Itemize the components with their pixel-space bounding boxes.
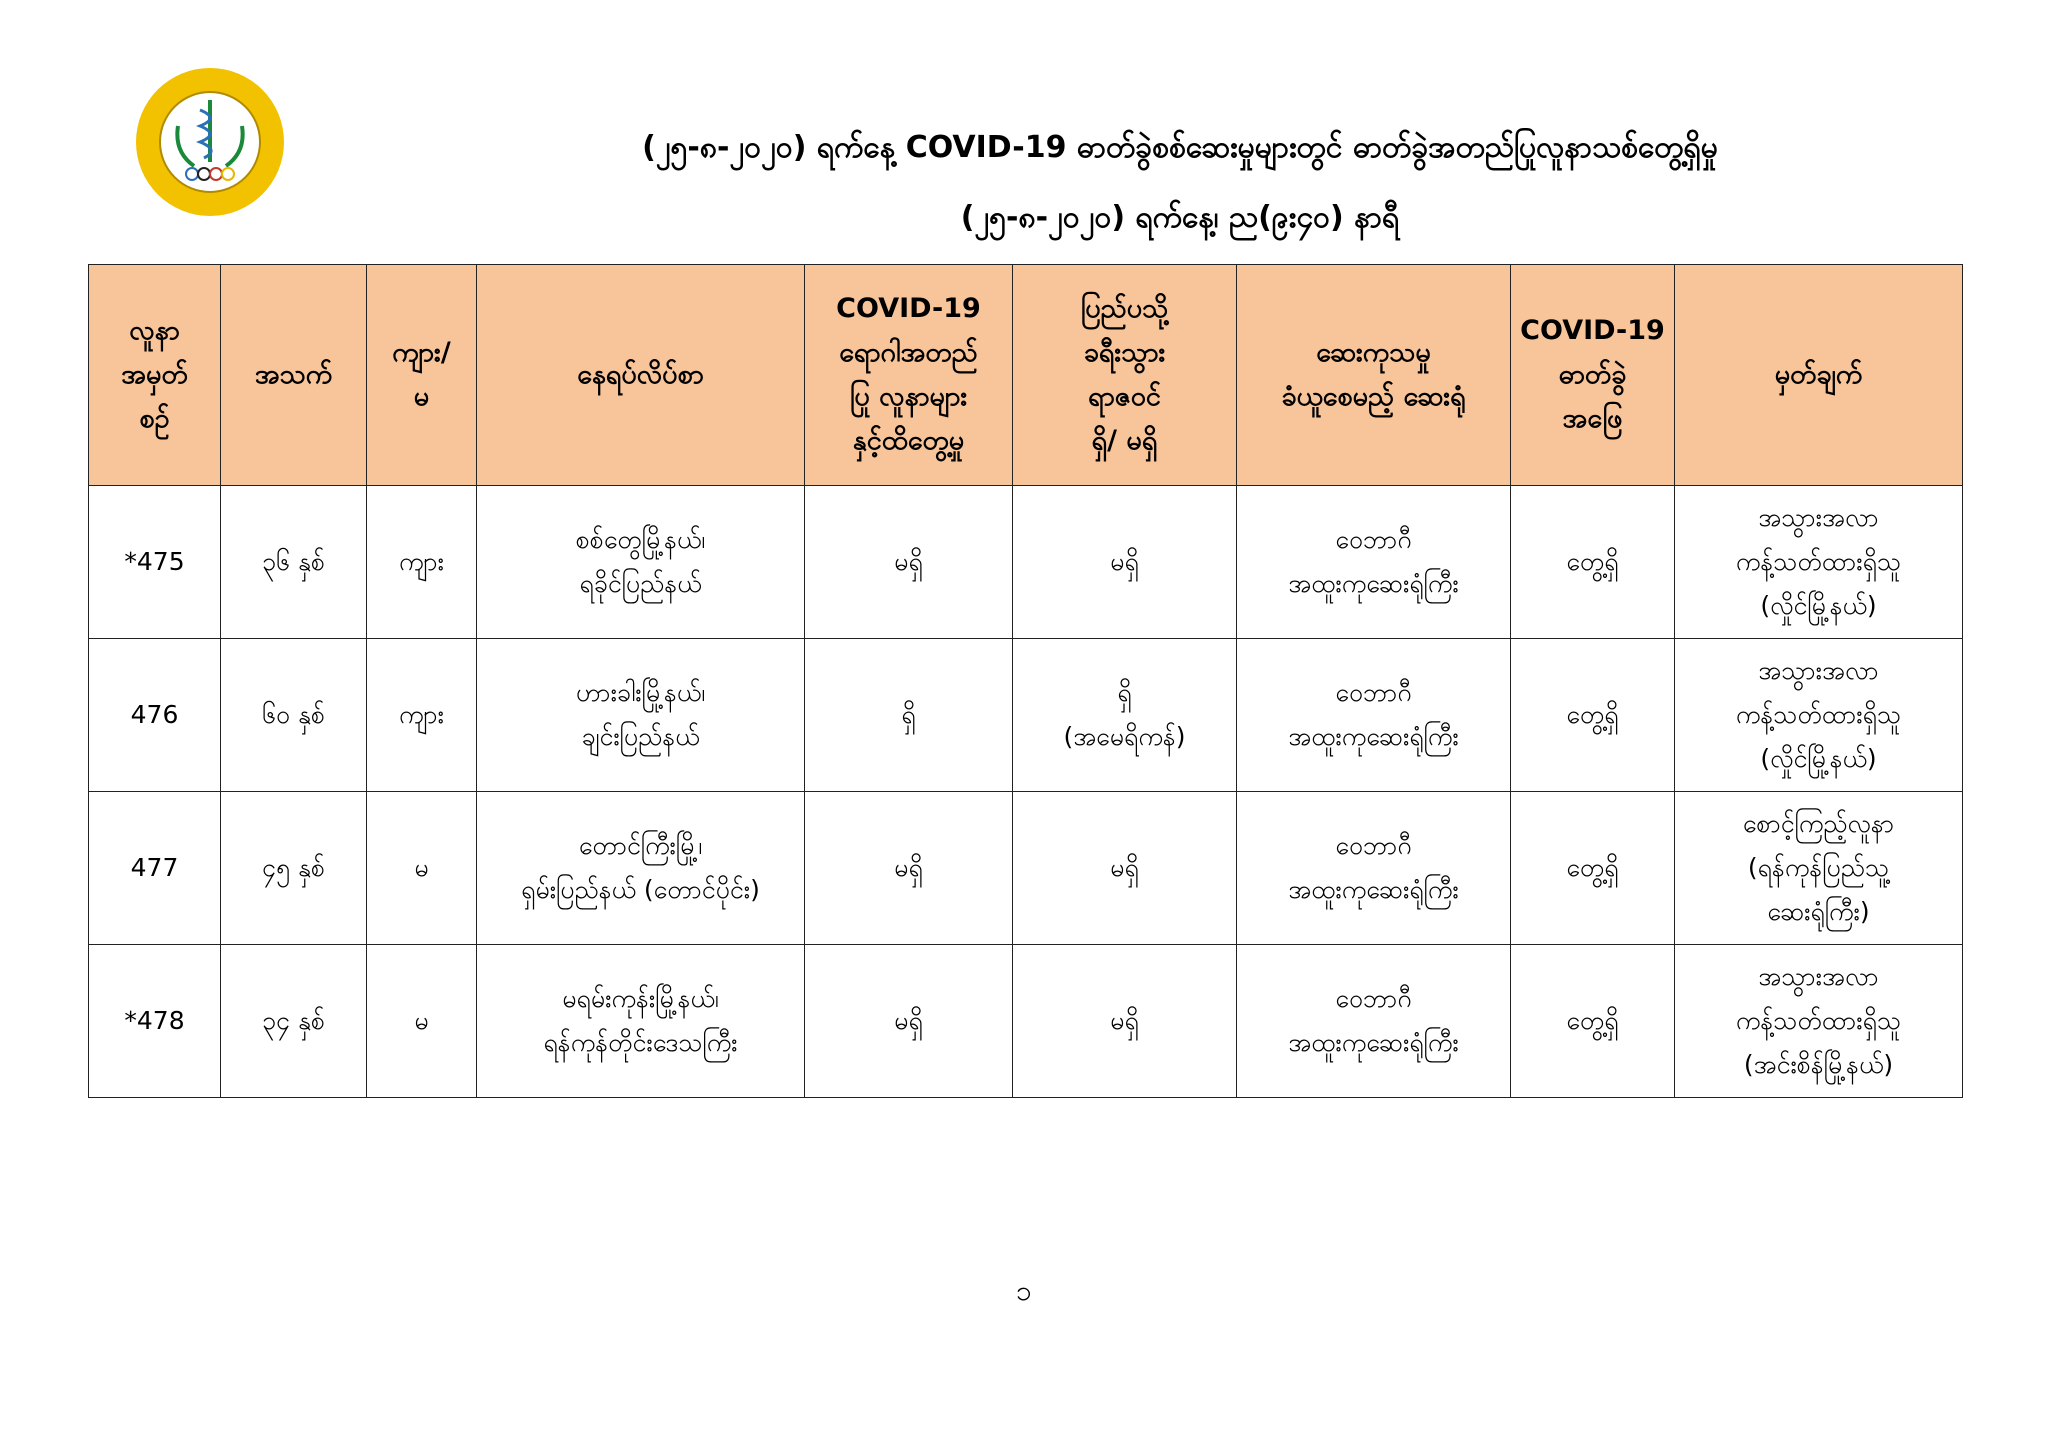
col-remarks: မှတ်ချက် xyxy=(1675,265,1963,486)
cell-age: ၄၅ နှစ် xyxy=(221,792,367,945)
cell-sex: မ xyxy=(367,792,477,945)
cell-patient-no: 476 xyxy=(89,639,221,792)
cell-address: စစ်တွေမြို့နယ်၊ ရခိုင်ပြည်နယ် xyxy=(477,486,805,639)
new-cases-table xyxy=(88,264,1963,1098)
table-row xyxy=(89,792,1963,945)
cell-patient-no: 477 xyxy=(89,792,221,945)
cell-sex: ကျား xyxy=(367,639,477,792)
cell-travel-history: မရှိ xyxy=(1013,792,1237,945)
cell-address: ဟားခါးမြို့နယ်၊ ချင်းပြည်နယ် xyxy=(477,639,805,792)
cell-travel-history: ရှိ (အမေရိကန်) xyxy=(1013,639,1237,792)
report-title: (၂၅-၈-၂၀၂၀) ရက်နေ့ COVID-19 ဓာတ်ခွဲစစ်ဆေးမှုများတွင် ဓာတ်ခွဲအတည်ပြုလူနာသစ်တွေ့ရှိမှု xyxy=(642,130,1718,165)
cell-contact: ရှိ xyxy=(805,639,1013,792)
cell-address: မရမ်းကုန်းမြို့နယ်၊ ရန်ကုန်တိုင်းဒေသကြီး xyxy=(477,945,805,1098)
table-header-row xyxy=(89,265,1963,486)
report-datetime: (၂၅-၈-၂၀၂၀) ရက်နေ့၊ ည(၉း၄၀) နာရီ xyxy=(960,200,1400,235)
cell-remarks: အသွားအလာ ကန့်သတ်ထားရှိသူ (လှိုင်မြို့နယ်) xyxy=(1675,639,1963,792)
cell-patient-no: *478 xyxy=(89,945,221,1098)
col-patient-no: လူနာ အမှတ် စဉ် xyxy=(89,265,221,486)
col-age: အသက် xyxy=(221,265,367,486)
cell-travel-history: မရှိ xyxy=(1013,945,1237,1098)
cell-age: ၆၀ နှစ် xyxy=(221,639,367,792)
col-hospital: ဆေးကုသမှု ခံယူစေမည့် ဆေးရုံ xyxy=(1237,265,1511,486)
col-test-result: COVID-19 ဓာတ်ခွဲ အဖြေ xyxy=(1511,265,1675,486)
table-row xyxy=(89,945,1963,1098)
page-number: ၁ xyxy=(1016,1274,1032,1307)
cell-contact: မရှိ xyxy=(805,486,1013,639)
cell-test-result: တွေ့ရှိ xyxy=(1511,639,1675,792)
cell-remarks: စောင့်ကြည့်လူနာ (ရန်ကုန်ပြည်သူ့ ဆေးရုံကြီး) xyxy=(1675,792,1963,945)
col-address: နေရပ်လိပ်စာ xyxy=(477,265,805,486)
col-sex: ကျား/ မ xyxy=(367,265,477,486)
cell-test-result: တွေ့ရှိ xyxy=(1511,792,1675,945)
cell-contact: မရှိ xyxy=(805,792,1013,945)
col-contact: COVID-19 ရောဂါအတည် ပြု လူနာများ နှင့်ထိတွေ့မှု xyxy=(805,265,1013,486)
cell-remarks: အသွားအလာ ကန့်သတ်ထားရှိသူ (လှိုင်မြို့နယ်) xyxy=(1675,486,1963,639)
cell-remarks: အသွားအလာ ကန့်သတ်ထားရှိသူ (အင်းစိန်မြို့နယ်) xyxy=(1675,945,1963,1098)
cell-travel-history: မရှိ xyxy=(1013,486,1237,639)
cell-test-result: တွေ့ရှိ xyxy=(1511,486,1675,639)
cell-hospital: ဝေဘာဂီ အထူးကုဆေးရုံကြီး xyxy=(1237,486,1511,639)
ministry-logo-icon xyxy=(134,66,286,218)
cell-contact: မရှိ xyxy=(805,945,1013,1098)
table-row xyxy=(89,486,1963,639)
cell-address: တောင်ကြီးမြို့၊ ရှမ်းပြည်နယ် (တောင်ပိုင်း) xyxy=(477,792,805,945)
cell-sex: မ xyxy=(367,945,477,1098)
cell-sex: ကျား xyxy=(367,486,477,639)
cell-hospital: ဝေဘာဂီ အထူးကုဆေးရုံကြီး xyxy=(1237,639,1511,792)
cell-age: ၃၆ နှစ် xyxy=(221,486,367,639)
cell-hospital: ဝေဘာဂီ အထူးကုဆေးရုံကြီး xyxy=(1237,792,1511,945)
cell-age: ၃၄ နှစ် xyxy=(221,945,367,1098)
cell-test-result: တွေ့ရှိ xyxy=(1511,945,1675,1098)
col-travel-history: ပြည်ပသို့ ခရီးသွား ရာဇဝင် ရှိ/ မရှိ xyxy=(1013,265,1237,486)
table-row xyxy=(89,639,1963,792)
cell-patient-no: *475 xyxy=(89,486,221,639)
cell-hospital: ဝေဘာဂီ အထူးကုဆေးရုံကြီး xyxy=(1237,945,1511,1098)
